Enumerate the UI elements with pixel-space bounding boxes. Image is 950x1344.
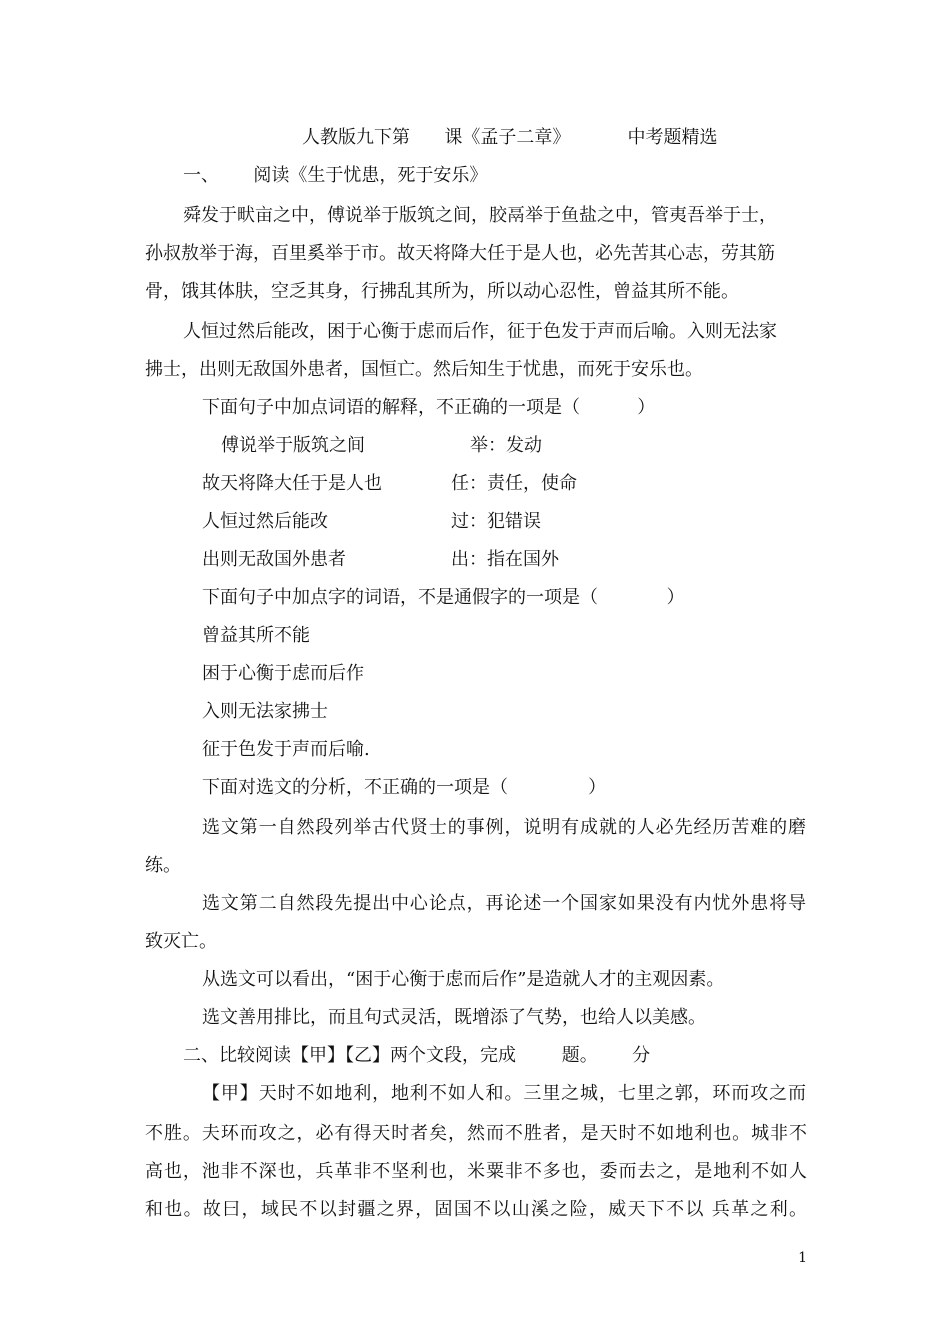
- passage-jia-line: 和也。故曰，域民不以封疆之界，固国不以山溪之险，威天下不以 兵革之利。: [145, 1199, 807, 1220]
- passage-1-line: 人恒过然后能改，困于心衡于虑而后作，征于色发于声而后喻。入则无法家: [183, 321, 777, 342]
- option-sentence: 出则无敌国外患者: [202, 549, 346, 570]
- option-gloss: 出：指在国外: [451, 549, 559, 570]
- option-text: 曾益其所不能: [202, 625, 310, 646]
- passage-1-line: 骨，饿其体肤，空乏其身，行拂乱其所为，所以动心忍性，曾益其所不能。: [145, 281, 739, 302]
- option-text: 选文第一自然段列举古代贤士的事例，说明有成就的人必先经历苦难的磨: [202, 817, 806, 838]
- option-text: 选文第二自然段先提出中心论点，再论述一个国家如果没有内忧外患将导: [202, 893, 806, 914]
- option-text: 从选文可以看出，“困于心衡于虑而后作”是造就人才的主观因素。: [202, 969, 725, 990]
- option-text: 征于色发于声而后喻.: [202, 739, 370, 760]
- section-2-heading: 二、比较阅读【甲】【乙】两个文段，完成 题。 分: [183, 1045, 651, 1066]
- question-stem: 下面句子中加点字的词语，不是通假字的一项是（ ）: [202, 587, 685, 608]
- passage-jia-line: 【甲】天时不如地利，地利不如人和。三里之城，七里之郭，环而攻之而: [202, 1083, 806, 1104]
- option-sentence: 人恒过然后能改: [202, 511, 328, 532]
- question-stem: 下面对选文的分析，不正确的一项是（ ）: [202, 777, 607, 798]
- option-gloss: 任：责任，使命: [451, 473, 577, 494]
- passage-1-line: 孙叔敖举于海，百里奚举于市。故天将降大任于是人也，必先苦其心志，劳其筋: [145, 243, 775, 264]
- option-gloss: 举：发动: [470, 435, 542, 456]
- question-stem: 下面句子中加点词语的解释，不正确的一项是（ ）: [202, 397, 656, 418]
- option-text: 致灭亡。: [145, 931, 217, 952]
- passage-1-line: 舜发于畎亩之中，傅说举于版筑之间，胶鬲举于鱼盐之中，管夷吾举于士，: [183, 205, 777, 226]
- passage-jia-line: 高也，池非不深也，兵革非不坚利也，米粟非不多也，委而去之，是地利不如人: [145, 1161, 807, 1182]
- passage-jia-line: 不胜。夫环而攻之，必有得天时者矣，然而不胜者，是天时不如地利也。城非不: [145, 1123, 807, 1144]
- option-text: 入则无法家拂士: [202, 701, 328, 722]
- option-text: 练。: [145, 855, 181, 876]
- passage-1-line: 拂士，出则无敌国外患者，国恒亡。然后知生于忧患，而死于安乐也。: [145, 359, 703, 380]
- option-sentence: 傅说举于版筑之间: [221, 435, 365, 456]
- option-text: 困于心衡于虑而后作: [202, 663, 364, 684]
- page-number: 1: [798, 1250, 807, 1266]
- page-title: 人教版九下第 课《孟子二章》 中考题精选: [302, 127, 718, 148]
- section-1-heading: 一、 阅读《生于忧患，死于安乐》: [183, 165, 488, 186]
- option-sentence: 故天将降大任于是人也: [202, 473, 382, 494]
- option-gloss: 过：犯错误: [451, 511, 541, 532]
- option-text: 选文善用排比，而且句式灵活，既增添了气势，也给人以美感。: [202, 1007, 706, 1028]
